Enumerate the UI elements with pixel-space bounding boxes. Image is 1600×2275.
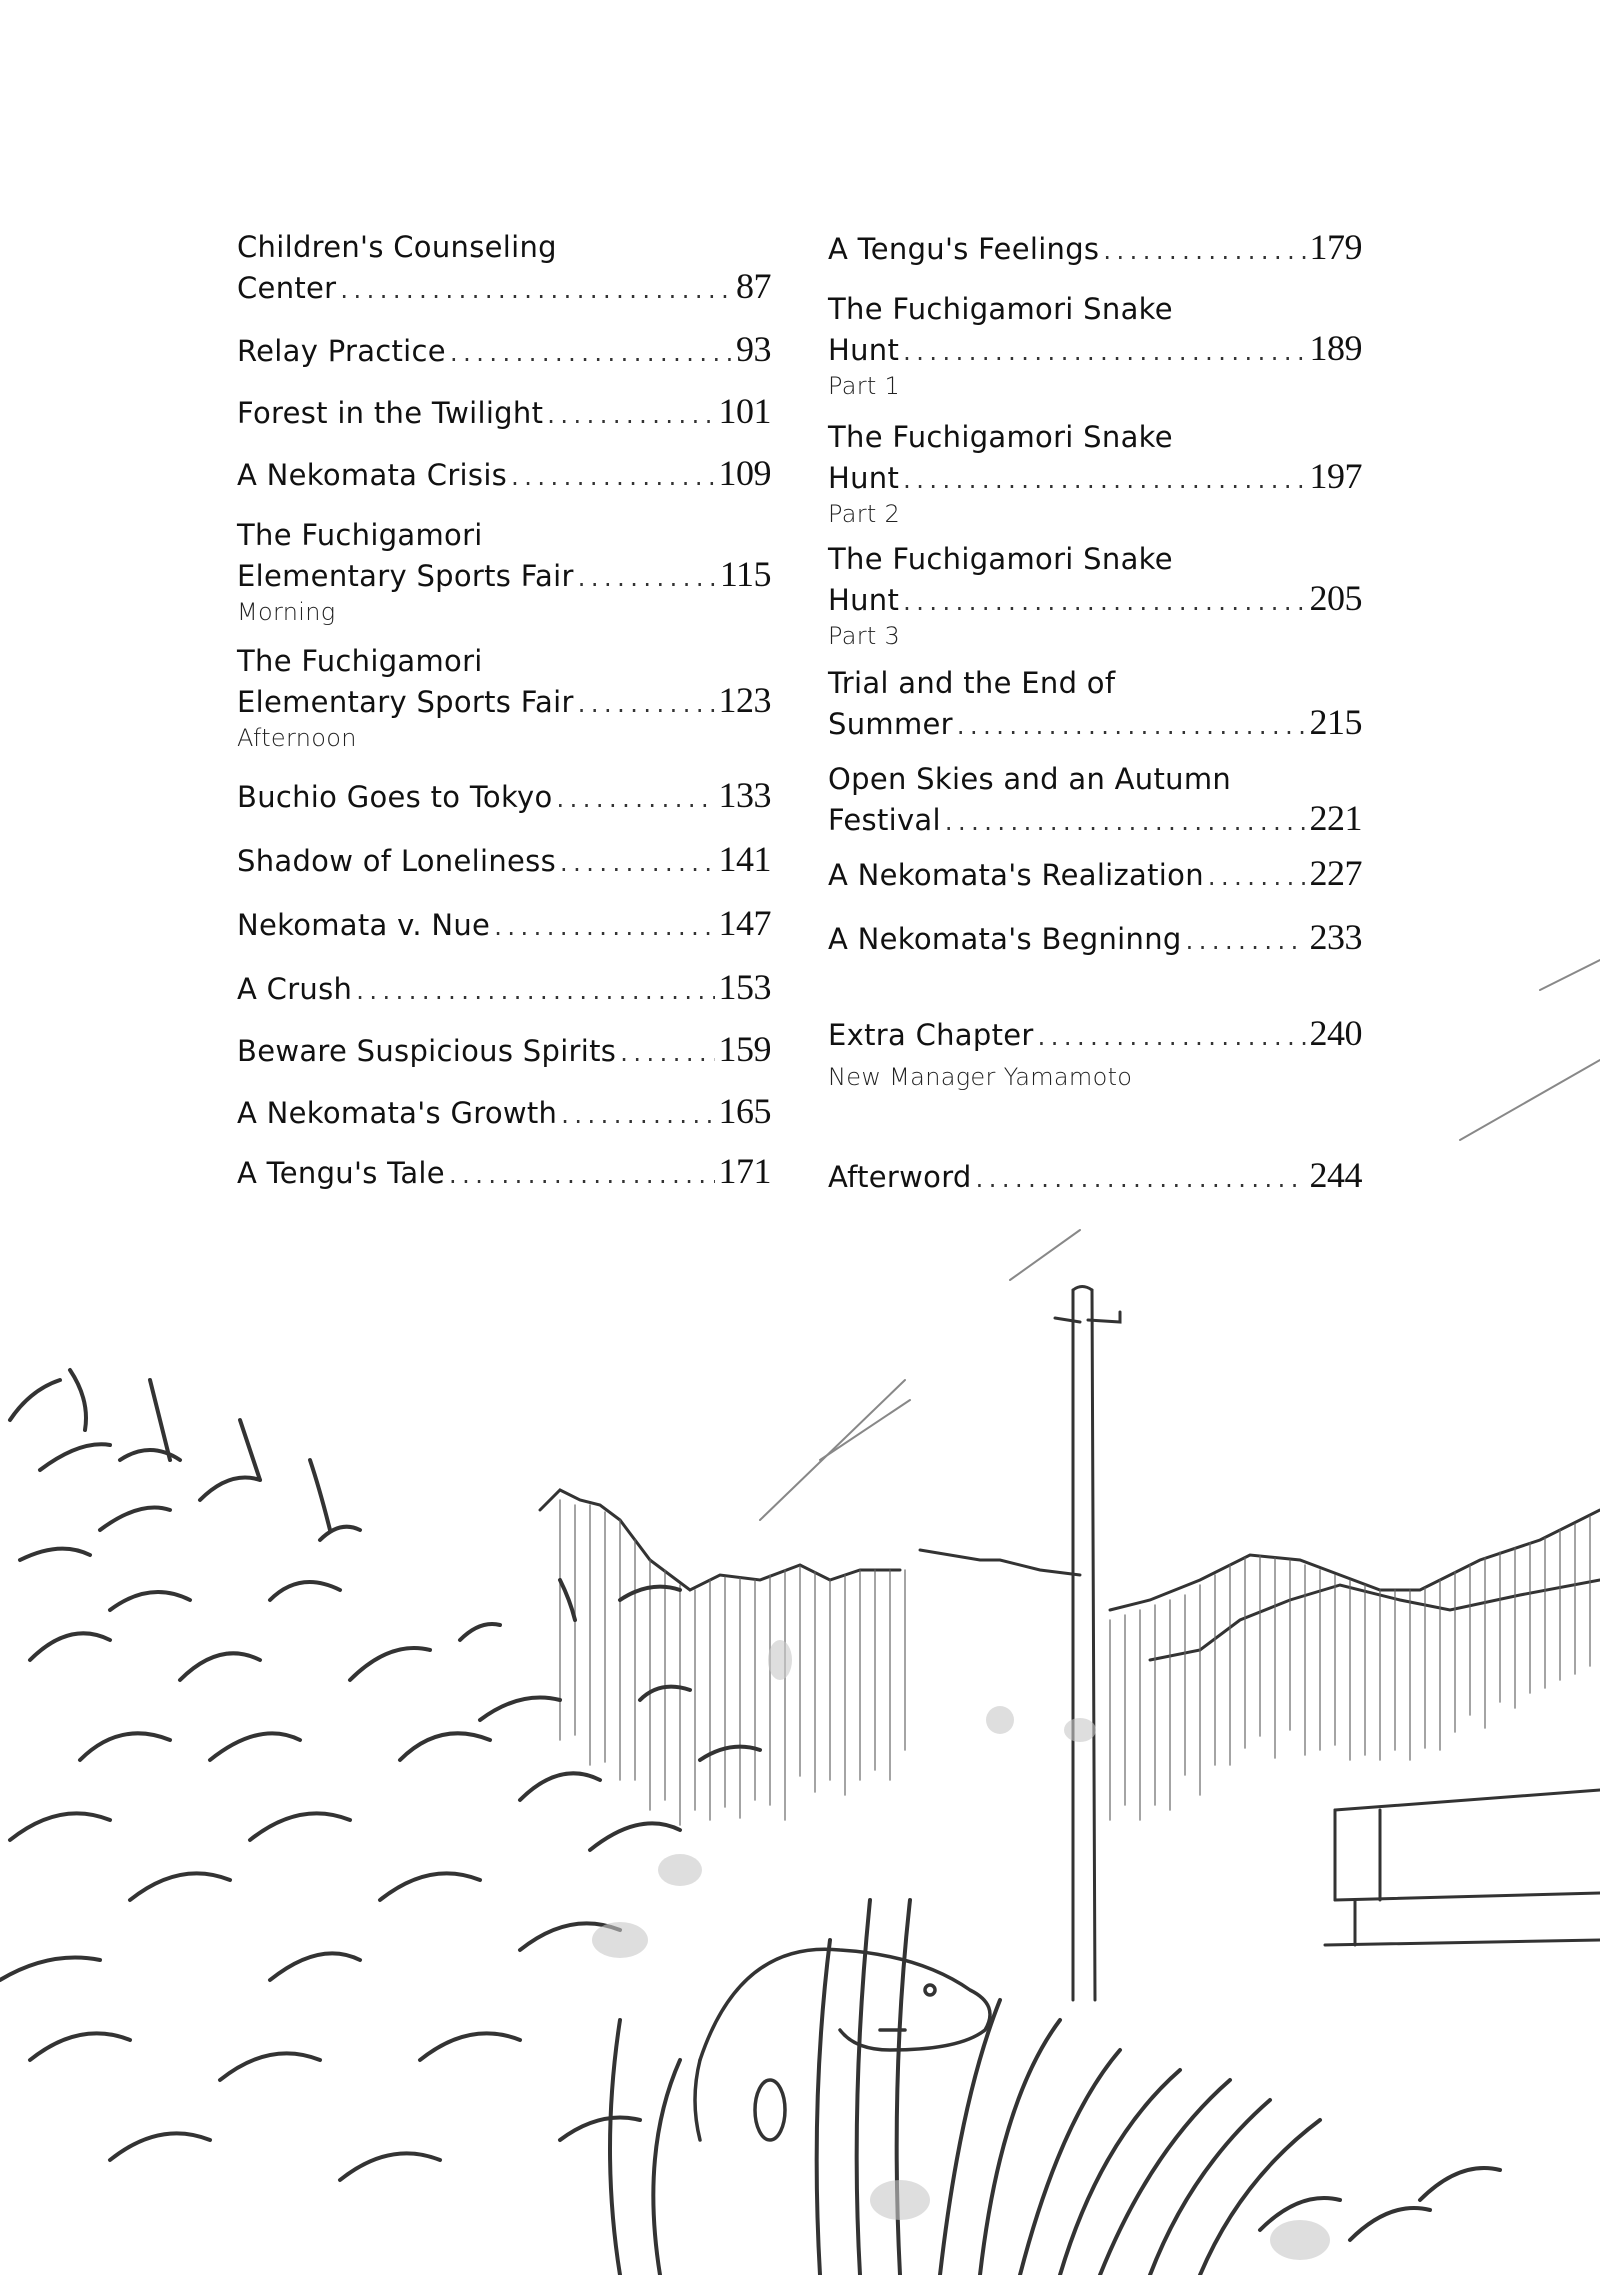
entry-leader-line — [237, 968, 771, 1011]
dot-leader — [957, 707, 1306, 746]
wall-icon — [1325, 1790, 1600, 1945]
entry-title: A Nekomata's Realization — [828, 858, 1204, 892]
entry-title-lines — [828, 664, 1362, 703]
page-number: 87 — [736, 266, 771, 306]
page-number: 240 — [1309, 1013, 1362, 1053]
entry-leader-line — [828, 228, 1362, 271]
entry-leader-line — [828, 579, 1362, 622]
toc-entry-right-7[interactable] — [828, 918, 1362, 961]
page-number: 197 — [1309, 456, 1362, 496]
entry-title: Festival — [828, 803, 941, 837]
dot-leader — [1038, 1018, 1306, 1057]
entry-title: Beware Suspicious Spirits — [237, 1034, 617, 1068]
dot-leader — [547, 396, 714, 435]
page-number: 233 — [1309, 917, 1362, 957]
entry-leader-line — [237, 776, 771, 819]
entry-leader-line — [237, 555, 771, 598]
page-number: 215 — [1309, 702, 1362, 742]
toc-entry-left-0[interactable] — [237, 228, 771, 310]
entry-leader-line — [828, 799, 1362, 842]
entry-leader-line — [828, 457, 1362, 500]
entry-leader-line — [237, 267, 771, 310]
entry-leader-line — [237, 454, 771, 497]
grass-icon — [0, 1370, 1500, 2275]
entry-leader-line — [237, 330, 771, 373]
entry-title: Extra Chapter — [828, 1018, 1034, 1052]
dot-leader — [494, 908, 714, 947]
page-number: 153 — [718, 967, 771, 1007]
toc-entry-left-5[interactable] — [237, 642, 771, 752]
mountains-icon — [540, 1490, 1600, 1660]
entry-title-lines — [237, 642, 771, 681]
dot-leader — [903, 583, 1305, 622]
toc-entry-right-8[interactable] — [828, 1014, 1362, 1091]
page-number: 165 — [718, 1091, 771, 1131]
page-number: 171 — [718, 1151, 771, 1191]
dot-leader — [449, 1156, 715, 1195]
dot-leader — [945, 803, 1306, 842]
toc-entry-left-10[interactable] — [237, 1030, 771, 1073]
entry-title: Nekomata v. Nue — [237, 908, 491, 942]
entry-leader-line — [237, 1152, 771, 1195]
entry-leader-line — [237, 681, 771, 724]
toc-entry-right-9[interactable] — [828, 1156, 1362, 1199]
entry-title: A Tengu's Feelings — [828, 232, 1100, 266]
toc-entry-left-6[interactable] — [237, 776, 771, 819]
page-number: 147 — [718, 903, 771, 943]
dot-leader — [578, 685, 715, 724]
shading — [592, 1640, 1330, 2260]
page-number: 227 — [1309, 853, 1362, 893]
entry-title: Shadow of Loneliness — [237, 844, 556, 878]
entry-leader-line — [237, 840, 771, 883]
entry-subtitle: Morning — [237, 598, 336, 626]
page-number: 141 — [718, 839, 771, 879]
entry-title: Summer — [828, 707, 953, 741]
toc-entry-left-2[interactable] — [237, 392, 771, 435]
entry-title-lines — [828, 760, 1362, 799]
page-number: 133 — [718, 775, 771, 815]
toc-entry-left-1[interactable] — [237, 330, 771, 373]
entry-leader-line — [828, 1014, 1362, 1057]
toc-entry-left-3[interactable] — [237, 454, 771, 497]
page-number: 205 — [1309, 578, 1362, 618]
toc-entry-right-5[interactable] — [828, 760, 1362, 842]
toc-entry-right-6[interactable] — [828, 854, 1362, 897]
dot-leader — [578, 559, 716, 598]
utility-pole-icon — [1055, 1287, 1120, 2001]
entry-subtitle: Afternoon — [237, 724, 357, 752]
entry-subtitle: Part 3 — [828, 622, 901, 650]
page-number: 189 — [1309, 328, 1362, 368]
entry-title: A Crush — [237, 972, 353, 1006]
page-number: 115 — [719, 554, 771, 594]
toc-entry-right-4[interactable] — [828, 664, 1362, 746]
entry-title-lines — [237, 228, 771, 267]
entry-leader-line — [828, 1156, 1362, 1199]
entry-title: Relay Practice — [237, 334, 446, 368]
entry-leader-line — [828, 703, 1362, 746]
entry-title-lines — [237, 516, 771, 555]
page-number: 244 — [1309, 1155, 1362, 1195]
page-number: 159 — [718, 1029, 771, 1069]
page-number: 101 — [718, 391, 771, 431]
dot-leader — [620, 1034, 714, 1073]
entry-title-line: The Fuchigamori Snake — [828, 542, 1173, 576]
toc-entry-left-12[interactable] — [237, 1152, 771, 1195]
toc-entry-right-1[interactable] — [828, 290, 1362, 400]
entry-title: Elementary Sports Fair — [237, 559, 574, 593]
entry-subtitle: Part 1 — [828, 372, 901, 400]
mountain-hatching — [560, 1500, 1590, 1825]
dot-leader — [1208, 858, 1306, 897]
entry-leader-line — [237, 904, 771, 947]
dot-leader — [903, 461, 1305, 500]
page-number: 93 — [736, 329, 771, 369]
entry-title-line: Children's Counseling — [237, 230, 557, 264]
page-number: 179 — [1309, 227, 1362, 267]
toc-entry-right-0[interactable] — [828, 228, 1362, 271]
dot-leader — [340, 271, 732, 310]
page-number: 221 — [1309, 798, 1362, 838]
dot-leader — [560, 844, 715, 883]
entry-title: Hunt — [828, 583, 900, 617]
entry-title: Forest in the Twilight — [237, 396, 544, 430]
toc-entry-right-3[interactable] — [828, 540, 1362, 650]
entry-title: Buchio Goes to Tokyo — [237, 780, 553, 814]
page-number: 123 — [718, 680, 771, 720]
entry-title-line: Trial and the End of — [828, 666, 1116, 700]
entry-title-line: Open Skies and an Autumn — [828, 762, 1232, 796]
entry-leader-line — [828, 329, 1362, 372]
entry-leader-line — [237, 392, 771, 435]
dot-leader — [1186, 922, 1306, 961]
toc-entry-right-2[interactable] — [828, 418, 1362, 528]
entry-subtitle: New Manager Yamamoto — [828, 1063, 1133, 1091]
toc-entry-left-8[interactable] — [237, 904, 771, 947]
entry-leader-line — [828, 918, 1362, 961]
dot-leader — [903, 333, 1305, 372]
dot-leader — [976, 1160, 1306, 1199]
entry-title: Center — [237, 271, 337, 305]
entry-title-lines — [828, 418, 1362, 457]
toc-entry-left-11[interactable] — [237, 1092, 771, 1135]
dot-leader — [1103, 232, 1305, 271]
entry-title: A Nekomata's Begninng — [828, 922, 1182, 956]
entry-title-line: The Fuchigamori — [237, 644, 483, 678]
entry-title: Elementary Sports Fair — [237, 685, 574, 719]
entry-title: Afterword — [828, 1160, 972, 1194]
page-number: 109 — [718, 453, 771, 493]
entry-title-line: The Fuchigamori Snake — [828, 292, 1173, 326]
dot-leader — [511, 458, 714, 497]
entry-title-lines — [828, 540, 1362, 579]
entry-title-lines — [828, 290, 1362, 329]
entry-subtitle: Part 2 — [828, 500, 901, 528]
dot-leader — [450, 334, 732, 373]
dot-leader — [561, 1096, 714, 1135]
entry-title: A Nekomata's Growth — [237, 1096, 558, 1130]
entry-leader-line — [237, 1092, 771, 1135]
entry-title: A Nekomata Crisis — [237, 458, 508, 492]
entry-leader-line — [828, 854, 1362, 897]
entry-title-line: The Fuchigamori — [237, 518, 483, 552]
dot-leader — [356, 972, 714, 1011]
entry-title: Hunt — [828, 461, 900, 495]
toc-entry-left-9[interactable] — [237, 968, 771, 1011]
dot-leader — [557, 780, 715, 819]
toc-entry-left-7[interactable] — [237, 840, 771, 883]
snake-icon — [695, 1949, 990, 2140]
entry-leader-line — [237, 1030, 771, 1073]
entry-title-line: The Fuchigamori Snake — [828, 420, 1173, 454]
entry-title: Hunt — [828, 333, 900, 367]
toc-entry-left-4[interactable] — [237, 516, 771, 626]
entry-title: A Tengu's Tale — [237, 1156, 445, 1190]
